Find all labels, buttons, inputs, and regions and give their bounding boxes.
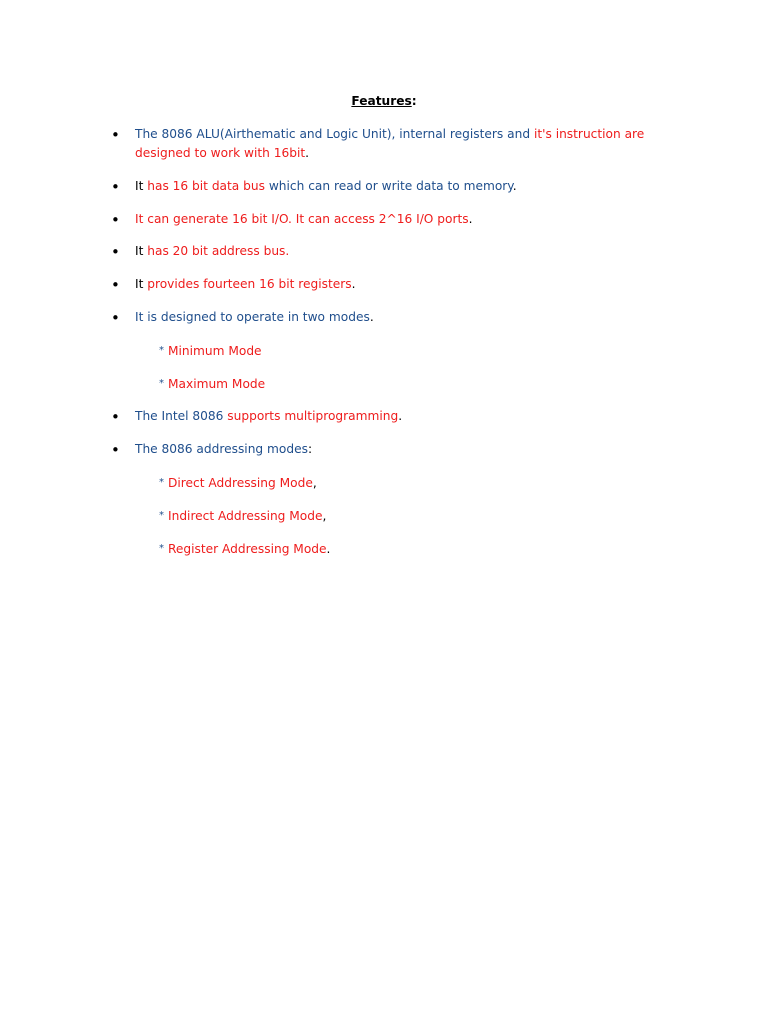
item-text: which can read or write data to memory: [264, 179, 513, 193]
item-text: It: [135, 277, 148, 291]
star-marker: *: [159, 477, 164, 488]
item-text: .: [369, 310, 374, 324]
list-item: [135, 177, 680, 196]
item-text: .: [398, 409, 403, 423]
item-text: supports multiprogramming: [227, 409, 399, 423]
item-text: Maximum Mode: [168, 377, 266, 391]
bullet-marker: •: [111, 211, 120, 229]
star-marker: *: [159, 378, 164, 389]
item-text: .: [326, 542, 331, 556]
item-text: .: [351, 277, 356, 291]
list-item: [135, 308, 680, 327]
bullet-marker: •: [111, 178, 120, 196]
heading-colon: :: [411, 94, 417, 108]
item-text: .: [305, 146, 310, 160]
item-text: It can generate 16 bit I/O. It can access 2^16 I/O ports: [135, 212, 469, 226]
item-text: The 8086 ALU(Airthematic and Logic Unit), internal registers and: [135, 127, 534, 141]
item-text: Direct Addressing Mode: [168, 476, 313, 490]
list-item: [135, 407, 680, 426]
item-text: It: [135, 244, 148, 258]
item-text: Register Addressing Mode: [168, 542, 327, 556]
list-item: [135, 125, 680, 163]
list-item: [135, 440, 680, 459]
bullet-marker: •: [111, 309, 120, 327]
item-text: .: [468, 212, 473, 226]
item-text: ,: [322, 509, 327, 523]
bullet-marker: •: [111, 276, 120, 294]
list-item: [135, 275, 680, 294]
item-text: The Intel 8086: [135, 409, 228, 423]
item-text: The 8086 addressing modes: [135, 442, 308, 456]
star-marker: *: [159, 543, 164, 554]
star-marker: *: [159, 510, 164, 521]
item-text: ,: [312, 476, 317, 490]
item-text: It is designed to operate in two modes: [135, 310, 370, 324]
heading-text: Features: [351, 94, 412, 108]
item-text: has 16 bit data bus: [147, 179, 265, 193]
page-title: [0, 92, 768, 111]
star-marker: *: [159, 345, 164, 356]
item-text: .: [512, 179, 517, 193]
item-text: provides fourteen 16 bit registers: [147, 277, 352, 291]
sub-list-item: [159, 341, 679, 361]
bullet-marker: •: [111, 243, 120, 261]
bullet-marker: •: [111, 408, 120, 426]
item-text: It: [135, 179, 148, 193]
bullet-marker: •: [111, 441, 120, 459]
sub-list-item: [159, 374, 679, 394]
item-text: Indirect Addressing Mode: [168, 509, 323, 523]
sub-list-item: [159, 539, 679, 559]
sub-list-item: [159, 473, 679, 493]
item-text: Minimum Mode: [168, 344, 262, 358]
item-text: :: [307, 442, 313, 456]
item-text: has 20 bit address bus.: [147, 244, 290, 258]
item-text: it's instruction are designed to work with 16bit: [135, 127, 645, 160]
list-item: [135, 242, 680, 261]
sub-list-item: [159, 506, 679, 526]
list-item: [135, 210, 680, 229]
bullet-marker: •: [111, 126, 120, 144]
